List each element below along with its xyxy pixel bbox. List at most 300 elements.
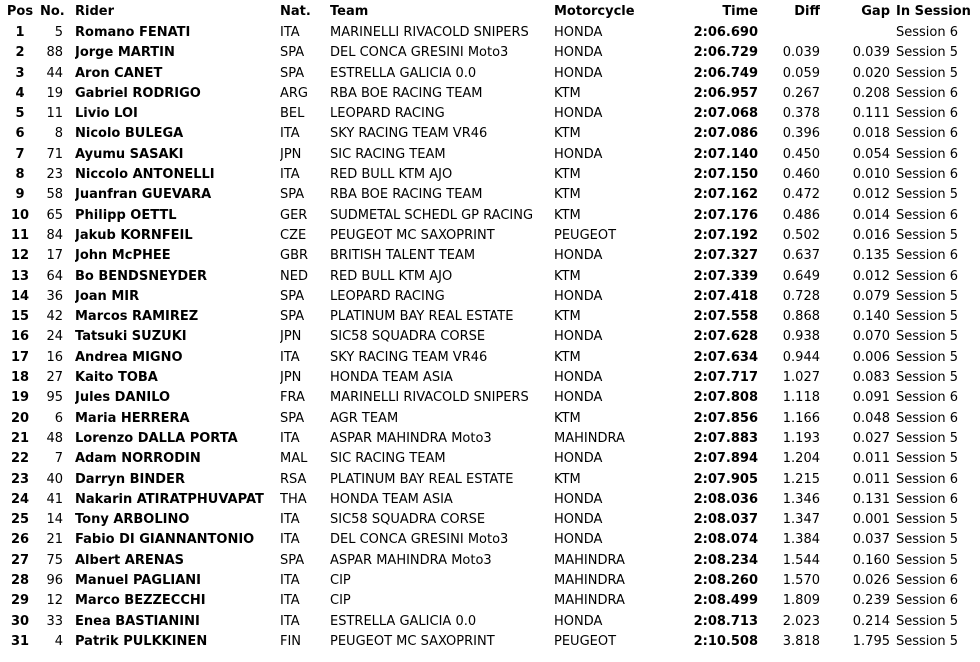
row-diff (758, 23, 820, 43)
row-rider: Livio LOI (75, 106, 138, 122)
row-motorcycle: KTM (554, 207, 581, 223)
row-nationality: SPA (280, 45, 305, 61)
row-session: Session 6 (896, 471, 959, 487)
row-pos: 21 (10, 430, 30, 446)
row-gap: 0.012 (852, 268, 890, 284)
row-motorcycle: HONDA (554, 288, 603, 304)
row-time: 2:07.150 (693, 167, 758, 183)
row-pos: 30 (10, 613, 30, 629)
row-motorcycle: HONDA (554, 390, 603, 406)
header-session: In Session (896, 4, 971, 19)
row-session: Session 5 (896, 288, 959, 304)
row-time: 2:08.260 (693, 573, 758, 589)
row-number: 41 (46, 491, 63, 507)
row-session: Session 5 (896, 227, 959, 243)
table-row (0, 327, 980, 347)
row-session: Session 6 (896, 593, 959, 609)
row-gap: 1.795 (852, 633, 890, 649)
row-gap: 0.054 (852, 146, 890, 162)
row-number: 4 (54, 633, 63, 649)
row-number: 24 (46, 329, 63, 345)
row-pos: 14 (10, 288, 30, 304)
table-row (0, 307, 980, 327)
row-session: Session 5 (896, 451, 959, 467)
row-team: AGR TEAM (330, 410, 399, 426)
row-number: 88 (46, 45, 63, 61)
row-number: 96 (46, 573, 63, 589)
table-row (0, 530, 980, 550)
row-number: 11 (46, 106, 63, 122)
row-nationality: CZE (280, 227, 307, 243)
row-gap: 0.208 (852, 85, 890, 101)
row-session: Session 5 (896, 187, 959, 203)
row-pos: 3 (15, 65, 25, 81)
row-gap: 0.011 (852, 451, 890, 467)
row-time: 2:07.418 (693, 288, 758, 304)
table-row (0, 43, 980, 63)
table-row (0, 145, 980, 165)
row-motorcycle: KTM (554, 349, 581, 365)
row-rider: Marcos RAMIREZ (75, 309, 199, 325)
table-row (0, 348, 980, 368)
row-number: 21 (46, 532, 63, 548)
row-team: CIP (330, 593, 351, 609)
row-number: 27 (46, 370, 63, 386)
row-rider: John McPHEE (75, 248, 171, 264)
header-row (0, 0, 980, 23)
row-motorcycle: HONDA (554, 512, 603, 528)
row-rider: Albert ARENAS (75, 552, 185, 568)
row-team: MARINELLI RIVACOLD SNIPERS (330, 390, 529, 406)
row-pos: 8 (15, 167, 25, 183)
row-rider: Darryn BINDER (75, 471, 185, 487)
row-time: 2:07.894 (693, 451, 758, 467)
row-pos: 17 (10, 349, 30, 365)
row-gap: 0.014 (852, 207, 890, 223)
row-team: LEOPARD RACING (330, 106, 445, 122)
row-diff: 0.396 (782, 126, 820, 142)
row-session: Session 6 (896, 146, 959, 162)
row-motorcycle: HONDA (554, 45, 603, 61)
row-time: 2:08.074 (693, 532, 758, 548)
header-gap: Gap (861, 4, 890, 19)
table-row (0, 612, 980, 632)
row-motorcycle: PEUGEOT (554, 633, 617, 649)
row-rider: Nakarin ATIRATPHUVAPAT (75, 491, 264, 507)
row-motorcycle: KTM (554, 309, 581, 325)
row-team: SIC RACING TEAM (330, 146, 446, 162)
row-pos: 19 (10, 390, 30, 406)
row-time: 2:06.729 (693, 45, 758, 61)
row-gap: 0.027 (852, 430, 890, 446)
table-row (0, 84, 980, 104)
row-diff: 1.570 (782, 573, 820, 589)
row-nationality: BEL (280, 106, 305, 122)
header-number: No. (40, 4, 65, 19)
row-rider: Juanfran GUEVARA (75, 187, 212, 203)
table-row (0, 591, 980, 611)
row-time: 2:10.508 (693, 633, 758, 649)
header-pos: Pos (6, 4, 34, 19)
row-number: 36 (46, 288, 63, 304)
table-row (0, 64, 980, 84)
row-pos: 26 (10, 532, 30, 548)
row-time: 2:07.068 (693, 106, 758, 122)
row-session: Session 6 (896, 25, 959, 40)
row-diff: 1.809 (782, 593, 820, 609)
table-row (0, 368, 980, 388)
row-number: 95 (46, 390, 63, 406)
row-pos: 20 (10, 410, 30, 426)
row-diff: 1.166 (782, 410, 820, 426)
row-motorcycle: HONDA (554, 532, 603, 548)
row-team: RBA BOE RACING TEAM (330, 85, 483, 101)
row-session: Session 5 (896, 430, 959, 446)
row-rider: Maria HERRERA (75, 410, 190, 426)
row-diff: 0.637 (782, 248, 820, 264)
row-time: 2:07.856 (693, 410, 758, 426)
row-diff: 1.027 (782, 370, 820, 386)
row-rider: Kaito TOBA (75, 370, 158, 386)
row-pos: 18 (10, 370, 30, 386)
row-number: 17 (46, 248, 63, 264)
row-team: LEOPARD RACING (330, 288, 445, 304)
row-session: Session 6 (896, 167, 959, 183)
row-nationality: RSA (280, 471, 307, 487)
row-gap (820, 23, 890, 43)
row-diff: 1.204 (782, 451, 820, 467)
row-pos: 22 (10, 451, 30, 467)
row-number: 8 (54, 126, 63, 142)
header-rider: Rider (75, 4, 114, 19)
row-time: 2:07.140 (693, 146, 758, 162)
row-gap: 0.001 (852, 512, 890, 528)
row-pos: 1 (15, 25, 25, 40)
row-diff: 0.378 (782, 106, 820, 122)
row-motorcycle: HONDA (554, 25, 603, 40)
row-rider: Andrea MIGNO (75, 349, 183, 365)
row-team: SKY RACING TEAM VR46 (330, 126, 488, 142)
row-diff: 0.938 (782, 329, 820, 345)
row-diff: 2.023 (782, 613, 820, 629)
row-nationality: ITA (280, 613, 300, 629)
row-team: ESTRELLA GALICIA 0.0 (330, 613, 477, 629)
row-session: Session 5 (896, 349, 959, 365)
table-row (0, 23, 980, 43)
row-team: SUDMETAL SCHEDL GP RACING (330, 207, 534, 223)
row-rider: Bo BENDSNEYDER (75, 268, 208, 284)
row-motorcycle: KTM (554, 187, 581, 203)
row-nationality: ITA (280, 167, 300, 183)
row-pos: 2 (15, 45, 25, 61)
row-team: ASPAR MAHINDRA Moto3 (330, 430, 492, 446)
row-gap: 0.011 (852, 471, 890, 487)
row-diff: 1.118 (782, 390, 820, 406)
table-row (0, 490, 980, 510)
row-diff: 1.193 (782, 430, 820, 446)
row-pos: 6 (15, 126, 25, 142)
row-rider: Ayumu SASAKI (75, 146, 184, 162)
row-gap: 0.070 (852, 329, 890, 345)
row-motorcycle: KTM (554, 85, 581, 101)
row-nationality: SPA (280, 65, 305, 81)
row-time: 2:07.086 (693, 126, 758, 142)
row-session: Session 5 (896, 370, 959, 386)
table-row (0, 206, 980, 226)
row-time: 2:08.713 (693, 613, 758, 629)
row-pos: 5 (15, 106, 25, 122)
row-gap: 0.160 (852, 552, 890, 568)
row-gap: 0.111 (852, 106, 890, 122)
row-motorcycle: HONDA (554, 370, 603, 386)
row-diff: 0.486 (782, 207, 820, 223)
table-row (0, 185, 980, 205)
row-diff: 1.346 (782, 491, 820, 507)
row-nationality: SPA (280, 309, 305, 325)
row-number: 75 (46, 552, 63, 568)
row-session: Session 6 (896, 390, 959, 406)
row-nationality: JPN (280, 146, 302, 162)
row-nationality: JPN (280, 329, 302, 345)
row-gap: 0.083 (852, 370, 890, 386)
row-pos: 16 (10, 329, 30, 345)
row-motorcycle: KTM (554, 410, 581, 426)
row-team: PLATINUM BAY REAL ESTATE (330, 309, 514, 325)
row-session: Session 5 (896, 45, 959, 61)
table-row (0, 124, 980, 144)
row-number: 48 (46, 430, 63, 446)
row-session: Session 5 (896, 65, 959, 81)
row-diff: 1.215 (782, 471, 820, 487)
row-pos: 29 (10, 593, 30, 609)
row-nationality: NED (280, 268, 308, 284)
row-diff: 0.267 (782, 85, 820, 101)
row-time: 2:07.717 (693, 370, 758, 386)
row-motorcycle: KTM (554, 471, 581, 487)
header-motorcycle: Motorcycle (554, 4, 635, 19)
row-motorcycle: HONDA (554, 146, 603, 162)
row-number: 71 (46, 146, 63, 162)
row-team: DEL CONCA GRESINI Moto3 (330, 532, 509, 548)
table-row (0, 104, 980, 124)
row-rider: Marco BEZZECCHI (75, 593, 206, 609)
row-pos: 27 (10, 552, 30, 568)
row-rider: Jorge MARTIN (75, 45, 175, 61)
row-session: Session 6 (896, 573, 959, 589)
row-session: Session 5 (896, 532, 959, 548)
row-pos: 4 (15, 85, 25, 101)
row-gap: 0.016 (852, 227, 890, 243)
row-number: 44 (46, 65, 63, 81)
row-time: 2:07.339 (693, 268, 758, 284)
row-gap: 0.026 (852, 573, 890, 589)
row-session: Session 6 (896, 491, 959, 507)
row-diff: 0.059 (782, 65, 820, 81)
row-motorcycle: KTM (554, 126, 581, 142)
row-diff: 1.384 (782, 532, 820, 548)
row-gap: 0.048 (852, 410, 890, 426)
row-team: RED BULL KTM AJO (330, 268, 453, 284)
row-team: PLATINUM BAY REAL ESTATE (330, 471, 514, 487)
row-motorcycle: KTM (554, 268, 581, 284)
row-team: BRITISH TALENT TEAM (330, 248, 476, 264)
row-number: 6 (54, 410, 63, 426)
row-rider: Gabriel RODRIGO (75, 85, 201, 101)
row-nationality: FIN (280, 633, 302, 649)
row-session: Session 6 (896, 207, 959, 223)
row-session: Session 6 (896, 268, 959, 284)
row-nationality: GER (280, 207, 308, 223)
row-number: 42 (46, 309, 63, 325)
row-pos: 15 (10, 309, 30, 325)
row-number: 23 (46, 167, 63, 183)
row-team: PEUGEOT MC SAXOPRINT (330, 633, 495, 649)
header-diff: Diff (794, 4, 820, 19)
row-gap: 0.079 (852, 288, 890, 304)
row-rider: Enea BASTIANINI (75, 613, 200, 629)
row-session: Session 5 (896, 633, 959, 649)
row-number: 7 (54, 451, 63, 467)
row-gap: 0.140 (852, 309, 890, 325)
row-diff: 0.868 (782, 309, 820, 325)
row-team: DEL CONCA GRESINI Moto3 (330, 45, 509, 61)
row-time: 2:07.634 (693, 349, 758, 365)
row-time: 2:07.192 (693, 227, 758, 243)
row-nationality: MAL (280, 451, 308, 467)
row-session: Session 6 (896, 248, 959, 264)
row-nationality: SPA (280, 410, 305, 426)
row-motorcycle: KTM (554, 167, 581, 183)
row-nationality: ITA (280, 532, 300, 548)
row-rider: Tony ARBOLINO (75, 512, 190, 528)
row-team: SKY RACING TEAM VR46 (330, 349, 488, 365)
row-motorcycle: HONDA (554, 491, 603, 507)
table-row (0, 429, 980, 449)
row-motorcycle: MAHINDRA (554, 593, 625, 609)
row-session: Session 6 (896, 126, 959, 142)
row-number: 58 (46, 187, 63, 203)
row-session: Session 5 (896, 613, 959, 629)
row-diff: 0.728 (782, 288, 820, 304)
row-diff: 0.450 (782, 146, 820, 162)
row-number: 84 (46, 227, 63, 243)
row-motorcycle: HONDA (554, 613, 603, 629)
row-nationality: SPA (280, 187, 305, 203)
row-team: RED BULL KTM AJO (330, 167, 453, 183)
row-motorcycle: HONDA (554, 451, 603, 467)
row-team: SIC58 SQUADRA CORSE (330, 329, 486, 345)
row-time: 2:08.036 (693, 491, 758, 507)
table-row (0, 287, 980, 307)
row-gap: 0.037 (852, 532, 890, 548)
table-row (0, 632, 980, 652)
row-team: ASPAR MAHINDRA Moto3 (330, 552, 492, 568)
row-session: Session 5 (896, 329, 959, 345)
row-session: Session 5 (896, 309, 959, 325)
table-row (0, 165, 980, 185)
row-nationality: GBR (280, 248, 309, 264)
row-gap: 0.006 (852, 349, 890, 365)
row-nationality: ITA (280, 126, 300, 142)
table-row (0, 571, 980, 591)
row-rider: Romano FENATI (75, 25, 191, 40)
table-row (0, 267, 980, 287)
row-pos: 13 (10, 268, 30, 284)
row-motorcycle: HONDA (554, 106, 603, 122)
row-diff: 3.818 (782, 633, 820, 649)
row-diff: 0.944 (782, 349, 820, 365)
row-time: 2:08.234 (693, 552, 758, 568)
row-time: 2:07.883 (693, 430, 758, 446)
row-number: 14 (46, 512, 63, 528)
row-number: 65 (46, 207, 63, 223)
row-number: 5 (54, 25, 63, 40)
row-number: 19 (46, 85, 63, 101)
row-rider: Adam NORRODIN (75, 451, 201, 467)
row-rider: Jakub KORNFEIL (75, 227, 193, 243)
row-gap: 0.039 (852, 45, 890, 61)
row-session: Session 5 (896, 552, 959, 568)
header-team: Team (330, 4, 369, 19)
row-motorcycle: PEUGEOT (554, 227, 617, 243)
row-time: 2:06.749 (693, 65, 758, 81)
row-rider: Fabio DI GIANNANTONIO (75, 532, 255, 548)
row-team: PEUGEOT MC SAXOPRINT (330, 227, 495, 243)
row-nationality: ITA (280, 349, 300, 365)
row-rider: Jules DANILO (75, 390, 171, 406)
row-nationality: SPA (280, 288, 305, 304)
row-motorcycle: MAHINDRA (554, 552, 625, 568)
row-nationality: ITA (280, 430, 300, 446)
row-pos: 23 (10, 471, 30, 487)
row-pos: 28 (10, 573, 30, 589)
row-motorcycle: HONDA (554, 248, 603, 264)
table-row (0, 551, 980, 571)
table-row (0, 246, 980, 266)
row-diff: 0.472 (782, 187, 820, 203)
row-gap: 0.091 (852, 390, 890, 406)
row-nationality: ITA (280, 25, 300, 40)
row-rider: Patrik PULKKINEN (75, 633, 208, 649)
row-nationality: SPA (280, 552, 305, 568)
row-motorcycle: HONDA (554, 329, 603, 345)
row-pos: 31 (10, 633, 30, 649)
row-pos: 11 (10, 227, 30, 243)
row-team: ESTRELLA GALICIA 0.0 (330, 65, 477, 81)
row-diff: 0.460 (782, 167, 820, 183)
row-nationality: THA (280, 491, 307, 507)
row-number: 16 (46, 349, 63, 365)
row-gap: 0.135 (852, 248, 890, 264)
row-motorcycle: MAHINDRA (554, 430, 625, 446)
row-time: 2:07.176 (693, 207, 758, 223)
row-number: 33 (46, 613, 63, 629)
row-rider: Philipp OETTL (75, 207, 177, 223)
row-team: HONDA TEAM ASIA (330, 370, 453, 386)
table-row (0, 449, 980, 469)
table-row (0, 510, 980, 530)
row-session: Session 6 (896, 410, 959, 426)
row-gap: 0.020 (852, 65, 890, 81)
header-time: Time (722, 4, 758, 19)
row-nationality: ITA (280, 512, 300, 528)
table-row (0, 470, 980, 490)
row-gap: 0.018 (852, 126, 890, 142)
row-team: RBA BOE RACING TEAM (330, 187, 483, 203)
row-nationality: FRA (280, 390, 305, 406)
row-team: SIC RACING TEAM (330, 451, 446, 467)
row-pos: 9 (15, 187, 25, 203)
